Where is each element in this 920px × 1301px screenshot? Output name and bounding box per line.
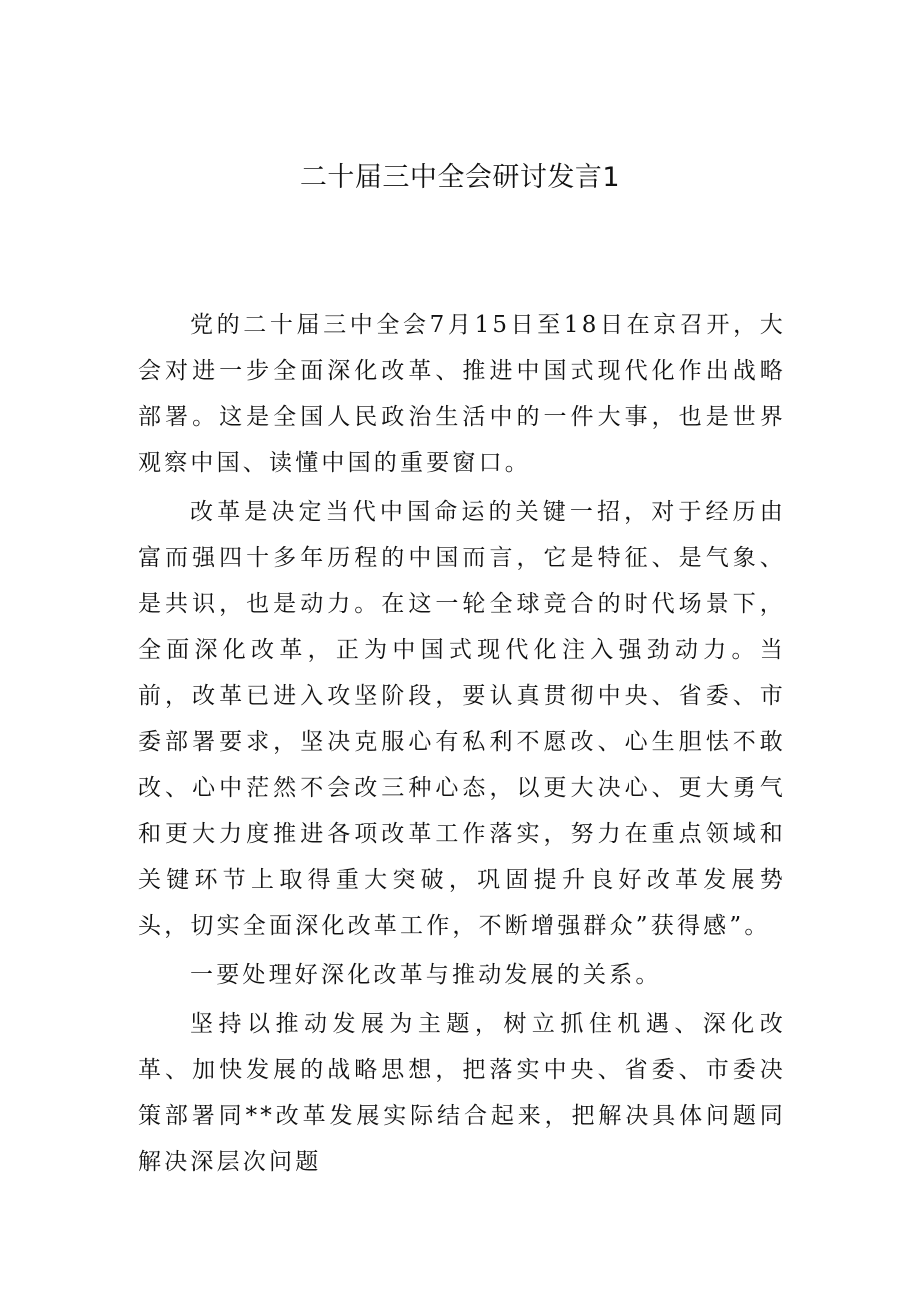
paragraph-reform: 改革是决定当代中国命运的关键一招，对于经历由富而强四十多年历程的中国而言，它是特征、是气象、是共识，也是动力。在这一轮全球竞合的时代场景下，全面深化改革，正为中国式现代化注入强劲动力。当前，改革已进入攻坚阶段，要认真贯彻中央、省委、市委部署要求，坚决克服心有私利不愿改、心生胆怯不敢改、心中茫然不会改三种心态，以更大决心、更大勇气和更大力度推进各项改革工作落实，努力在重点领域和关键环节上取得重大突破，巩固提升良好改革发展势头，切实全面深化改革工作，不断增强群众”获得感”。 [138, 499, 786, 939]
paragraph-intro: 党的二十届三中全会7月15日至18日在京召开，大会对进一步全面深化改革、推进中国式现代化作出战略部署。这是全国人民政治生活中的一件大事，也是世界观察中国、读懂中国的重要窗口。 [138, 312, 786, 476]
paragraph-heading-one: 一要处理好深化改革与推动发展的关系。 [190, 962, 662, 988]
document-title: 二十届三中全会研讨发言1 [299, 162, 621, 193]
document-body [138, 302, 786, 1188]
paragraph-development: 坚持以推动发展为主题，树立抓住机遇、深化改革、加快发展的战略思想，把落实中央、省委、市委决策部署同**改革发展实际结合起来，把解决具体问题同解决深层次问题 [138, 1011, 786, 1175]
